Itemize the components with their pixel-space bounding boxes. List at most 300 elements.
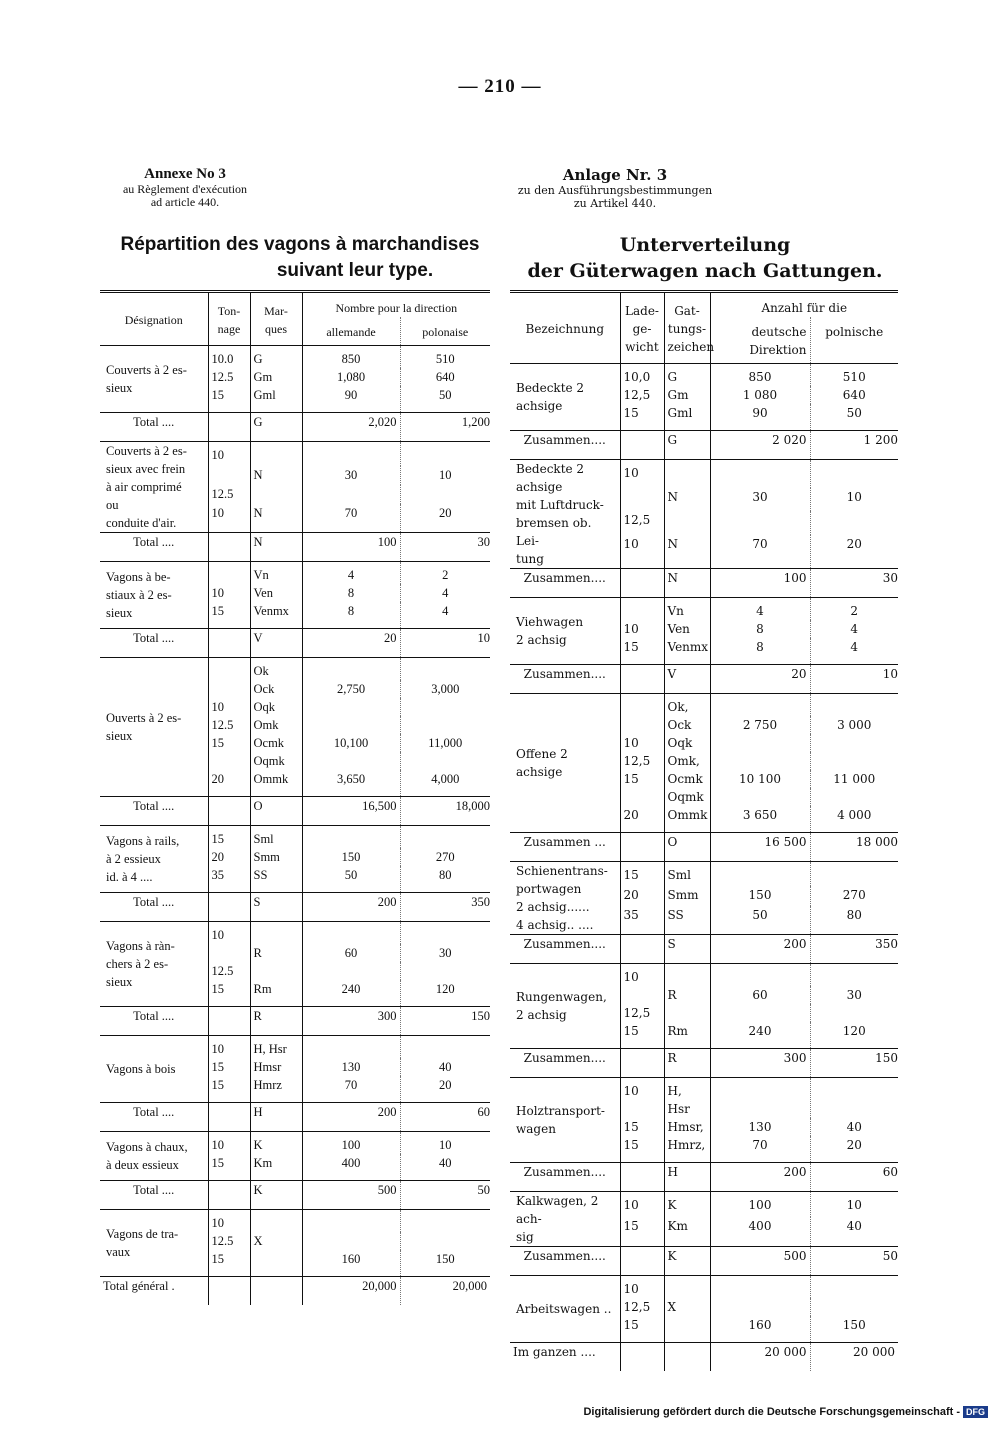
mark-cell: Ven (250, 584, 302, 602)
mark-cell: Vn (664, 598, 710, 621)
group-label (510, 1078, 620, 1163)
group-label-text: Bedeckte 2 achsige mit Luftdruck- bremsen ob. Lei- tung (516, 462, 604, 566)
total-polonaise: 1 200 (810, 431, 898, 460)
tonnage-cell: 15 (208, 1076, 250, 1103)
polonaise-cell (810, 1276, 898, 1299)
total-tonnage (208, 413, 250, 442)
polonaise-cell (400, 1232, 490, 1250)
polonaise-cell (810, 734, 898, 752)
mark-cell: SS (664, 906, 710, 935)
table-row (510, 460, 898, 489)
allemande-cell (710, 1276, 810, 1299)
total-polonaise: 1,200 (400, 413, 490, 442)
allemande-cell (710, 964, 810, 987)
group-label (100, 826, 208, 893)
total-allemande: 200 (710, 935, 810, 964)
total-mark: O (664, 833, 710, 862)
tonnage-cell (208, 562, 250, 585)
allemande-cell: 70 (302, 1076, 400, 1103)
polonaise-cell: 4 (810, 638, 898, 665)
allemande-cell: 850 (302, 346, 400, 369)
group-label-text: Viehwagen 2 achsig (516, 615, 584, 647)
total-polonaise: 60 (400, 1103, 490, 1132)
tonnage-cell (620, 986, 664, 1004)
allemande-cell: 50 (710, 906, 810, 935)
mark-cell: Gm (250, 368, 302, 386)
total-tonnage (208, 893, 250, 922)
allemande-cell (710, 511, 810, 534)
tonnage-cell: 15 (620, 1316, 664, 1343)
mark-cell (250, 922, 302, 945)
allemande-cell (302, 1232, 400, 1250)
mark-cell: Hmrz, (664, 1136, 710, 1163)
mark-cell: Sml (250, 826, 302, 849)
group-label (100, 346, 208, 413)
allemande-cell: 130 (302, 1058, 400, 1076)
allemande-cell (710, 1298, 810, 1316)
right-heading-line1: Unterverteilung (619, 234, 791, 256)
mark-cell: Gml (664, 404, 710, 431)
polonaise-cell: 270 (810, 886, 898, 906)
total-tonnage (208, 1007, 250, 1036)
polonaise-cell: 2 (810, 598, 898, 621)
table-row (100, 1036, 490, 1059)
polonaise-cell (810, 511, 898, 534)
polonaise-cell: 270 (400, 848, 490, 866)
tonnage-cell (620, 788, 664, 806)
tonnage-cell (208, 944, 250, 962)
allemande-cell: 8 (710, 638, 810, 665)
total-label: Zusammen.... (510, 1247, 620, 1276)
total-label: Zusammen.... (510, 569, 620, 598)
mark-cell: Ven (664, 620, 710, 638)
total-tonnage (620, 569, 664, 598)
grand-total-tonnage (208, 1277, 250, 1306)
table-row (100, 658, 490, 681)
total-row (510, 1049, 898, 1078)
group-label-text: Ouverts à 2 es- sieux (106, 711, 182, 743)
mark-cell: N (664, 488, 710, 511)
allemande-cell (710, 752, 810, 770)
mark-cell (664, 460, 710, 489)
tonnage-cell: 10 (620, 620, 664, 638)
mark-cell: Hmsr (250, 1058, 302, 1076)
right-annex-header (500, 166, 730, 210)
polonaise-cell (400, 716, 490, 734)
allemande-cell (302, 485, 400, 504)
mark-cell: Hmsr, (664, 1118, 710, 1136)
total-polonaise: 50 (400, 1181, 490, 1210)
grand-total-label: Im ganzen .... (510, 1343, 620, 1372)
allemande-cell: 240 (710, 1022, 810, 1049)
group-label-text: Arbeitswagen .. (516, 1302, 612, 1316)
polonaise-cell (810, 460, 898, 489)
allemande-cell (302, 1036, 400, 1059)
total-allemande: 300 (710, 1049, 810, 1078)
table-row (100, 826, 490, 849)
total-tonnage (620, 1247, 664, 1276)
total-polonaise: 30 (810, 569, 898, 598)
total-label: Total .... (100, 893, 208, 922)
tonnage-cell: 12,5 (620, 1004, 664, 1022)
polonaise-cell: 10 (810, 488, 898, 511)
header-polonaise: polonaise (400, 317, 490, 346)
polonaise-cell: 4 (400, 584, 490, 602)
group-label-text: Rungenwagen, 2 achsig (516, 990, 607, 1022)
mark-cell: Oqmk (250, 752, 302, 770)
polonaise-cell: 50 (400, 386, 490, 413)
tonnage-cell: 15 (208, 980, 250, 1007)
polonaise-cell (810, 788, 898, 806)
total-label: Zusammen ... (510, 833, 620, 862)
mark-cell: N (250, 466, 302, 485)
total-row (510, 665, 898, 694)
mark-cell: H, Hsr (664, 1078, 710, 1119)
polonaise-cell: 10 (400, 466, 490, 485)
polonaise-cell (400, 442, 490, 466)
allemande-cell (710, 460, 810, 489)
mark-cell: Vn (250, 562, 302, 585)
tonnage-cell: 10 (208, 442, 250, 466)
table-row (100, 1132, 490, 1155)
allemande-cell: 160 (710, 1316, 810, 1343)
polonaise-cell: 3 000 (810, 716, 898, 734)
total-tonnage (208, 533, 250, 562)
group-label (510, 364, 620, 431)
group-label (100, 1132, 208, 1181)
mark-cell (250, 485, 302, 504)
polonaise-cell: 510 (400, 346, 490, 369)
polonaise-cell: 20 (810, 535, 898, 569)
total-allemande: 200 (302, 1103, 400, 1132)
mark-cell: G (250, 346, 302, 369)
tonnage-cell: 10,0 (620, 364, 664, 387)
group-label (100, 442, 208, 533)
allemande-cell: 60 (302, 944, 400, 962)
total-row (100, 1181, 490, 1210)
polonaise-cell: 4 (810, 620, 898, 638)
right-annex-sub2: zu Artikel 440. (573, 197, 657, 210)
total-row (510, 833, 898, 862)
tonnage-cell: 10 (620, 1276, 664, 1299)
tonnage-cell: 12,5 (620, 752, 664, 770)
allemande-cell: 8 (302, 602, 400, 629)
polonaise-cell (400, 658, 490, 681)
total-mark: V (664, 665, 710, 694)
mark-cell: R (664, 986, 710, 1004)
total-mark: N (250, 533, 302, 562)
polonaise-cell: 2 (400, 562, 490, 585)
group-label-text: Schienentrans- portwagen 2 achsig...... 4 achsig.. .... (516, 864, 608, 932)
polonaise-cell: 20 (400, 504, 490, 532)
polonaise-cell: 640 (810, 386, 898, 404)
table-row (510, 1276, 898, 1299)
total-label: Zusammen.... (510, 431, 620, 460)
tonnage-cell: 15 (620, 1136, 664, 1163)
page-number: — 210 — (458, 76, 542, 97)
mark-cell: Oqmk (664, 788, 710, 806)
allemande-cell: 4 (710, 598, 810, 621)
mark-cell: SS (250, 866, 302, 893)
total-allemande: 200 (302, 893, 400, 922)
total-mark: G (250, 413, 302, 442)
polonaise-cell: 10 (400, 1132, 490, 1155)
mark-cell: G (664, 364, 710, 387)
tonnage-cell: 10 (620, 1078, 664, 1119)
tonnage-cell: 15 (208, 386, 250, 413)
allemande-cell (710, 1004, 810, 1022)
tonnage-cell: 10 (208, 584, 250, 602)
total-polonaise: 60 (810, 1163, 898, 1192)
polonaise-cell (810, 1298, 898, 1316)
allemande-cell (302, 962, 400, 980)
polonaise-cell (810, 862, 898, 887)
grand-total-polonaise: 20 000 (810, 1343, 898, 1372)
group-label-text: Vagons à be- stiaux à 2 es- sieux (106, 570, 172, 620)
total-mark: R (664, 1049, 710, 1078)
tonnage-cell (208, 680, 250, 698)
total-tonnage (208, 629, 250, 658)
total-label: Total .... (100, 1007, 208, 1036)
header-designation: Désignation (100, 292, 208, 346)
tonnage-cell: 20 (208, 770, 250, 797)
total-label: Total .... (100, 413, 208, 442)
right-heading-line2: der Güterwagen nach Gattungen. (527, 260, 883, 282)
mark-cell (664, 511, 710, 534)
tonnage-cell: 35 (620, 906, 664, 935)
mark-cell: Smm (250, 848, 302, 866)
allemande-cell: 150 (302, 848, 400, 866)
table-row (510, 364, 898, 387)
table-row (510, 694, 898, 717)
left-heading-line1: Répartition des vagons à marchandises (120, 234, 480, 255)
mark-cell: N (664, 535, 710, 569)
group-label-text: Vagons de tra- vaux (106, 1227, 179, 1259)
polonaise-cell: 40 (810, 1118, 898, 1136)
group-label (510, 1192, 620, 1247)
allemande-cell: 2 750 (710, 716, 810, 734)
polonaise-cell (400, 1210, 490, 1233)
tonnage-cell (620, 488, 664, 511)
allemande-cell: 400 (710, 1217, 810, 1247)
allemande-cell (302, 698, 400, 716)
tonnage-cell: 20 (208, 848, 250, 866)
tonnage-cell: 10 (620, 535, 664, 569)
polonaise-cell: 4 (400, 602, 490, 629)
group-label-text: Kalkwagen, 2 ach- sig (516, 1194, 599, 1244)
total-allemande: 20 (710, 665, 810, 694)
allemande-cell: 70 (302, 504, 400, 532)
total-label: Total .... (100, 1181, 208, 1210)
mark-cell: Omk, (664, 752, 710, 770)
allemande-cell: 850 (710, 364, 810, 387)
tonnage-cell: 10 (620, 734, 664, 752)
total-label: Total .... (100, 533, 208, 562)
polonaise-cell: 640 (400, 368, 490, 386)
mark-cell: Ommk (250, 770, 302, 797)
total-mark: G (664, 431, 710, 460)
total-label: Zusammen.... (510, 1049, 620, 1078)
polonaise-cell (400, 1036, 490, 1059)
table-row (100, 346, 490, 369)
grand-total-label: Total général . (100, 1277, 208, 1306)
polonaise-cell (810, 752, 898, 770)
allemande-cell (710, 694, 810, 717)
header-designation: Bezeichnung (510, 292, 620, 364)
polonaise-cell: 30 (400, 944, 490, 962)
header-polonaise: polnische (810, 317, 898, 364)
total-polonaise: 30 (400, 533, 490, 562)
polonaise-cell: 510 (810, 364, 898, 387)
allemande-cell: 130 (710, 1118, 810, 1136)
group-label-text: Offene 2 achsige (516, 747, 568, 779)
tonnage-cell: 15 (208, 1058, 250, 1076)
group-label (510, 1276, 620, 1343)
allemande-cell: 3 650 (710, 806, 810, 833)
polonaise-cell: 3,000 (400, 680, 490, 698)
mark-cell: Ok, (664, 694, 710, 717)
allemande-cell: 100 (710, 1192, 810, 1217)
tonnage-cell: 12,5 (620, 386, 664, 404)
tonnage-cell: 12,5 (620, 1298, 664, 1316)
total-row (510, 1247, 898, 1276)
total-mark: S (250, 893, 302, 922)
mark-cell: Gml (250, 386, 302, 413)
group-label (100, 922, 208, 1007)
header-allemande: allemande (302, 317, 400, 346)
mark-cell (250, 442, 302, 466)
mark-cell: R (250, 944, 302, 962)
tonnage-cell: 15 (620, 862, 664, 887)
group-label-text: Bedeckte 2 achsige (516, 381, 585, 413)
mark-cell: Ocmk (250, 734, 302, 752)
mark-cell: H, Hsr (250, 1036, 302, 1059)
total-mark: K (250, 1181, 302, 1210)
group-label (510, 598, 620, 665)
allemande-cell: 2,750 (302, 680, 400, 698)
grand-total-row (100, 1277, 490, 1306)
grand-total-mark (250, 1277, 302, 1306)
grand-total-allemande: 20 000 (710, 1343, 810, 1372)
left-annex-sub1: au Règlement d'exécution (122, 182, 248, 196)
mark-cell: Venmx (664, 638, 710, 665)
table-row (510, 862, 898, 887)
header-nombre: Nombre pour la direction (302, 292, 490, 318)
allemande-cell: 70 (710, 535, 810, 569)
tonnage-cell: 15 (620, 1217, 664, 1247)
allemande-cell: 30 (710, 488, 810, 511)
polonaise-cell (400, 962, 490, 980)
mark-cell: Omk (250, 716, 302, 734)
polonaise-cell: 11,000 (400, 734, 490, 752)
table-row (510, 964, 898, 987)
total-polonaise: 150 (810, 1049, 898, 1078)
polonaise-cell (400, 752, 490, 770)
tonnage-cell: 15 (620, 404, 664, 431)
total-mark: S (664, 935, 710, 964)
total-label: Zusammen.... (510, 935, 620, 964)
group-label-text: Couverts à 2 es- sieux avec frein à air comprimé ou conduite d'air. (106, 444, 187, 530)
allemande-cell (302, 826, 400, 849)
total-tonnage (208, 1181, 250, 1210)
group-label (100, 658, 208, 797)
polonaise-cell (400, 485, 490, 504)
polonaise-cell: 10 (810, 1192, 898, 1217)
header-marques: Mar- ques (250, 292, 302, 346)
tonnage-cell: 20 (620, 886, 664, 906)
allemande-cell: 90 (710, 404, 810, 431)
allemande-cell (302, 658, 400, 681)
right-annex-sub1: zu den Ausführungsbestimmungen (517, 184, 713, 197)
mark-cell: Hmrz (250, 1076, 302, 1103)
footer-text: Digitalisierung gefördert durch die Deutsche Forschungsgemeinschaft - (583, 1406, 960, 1418)
table-row (510, 1078, 898, 1119)
allemande-cell: 90 (302, 386, 400, 413)
mark-cell: Ocmk (664, 770, 710, 788)
group-label-text: Vagons à bois (106, 1062, 176, 1076)
total-tonnage (208, 797, 250, 826)
total-polonaise: 350 (810, 935, 898, 964)
allemande-cell: 160 (302, 1250, 400, 1277)
polonaise-cell: 50 (810, 404, 898, 431)
total-tonnage (620, 833, 664, 862)
total-tonnage (620, 935, 664, 964)
mark-cell: Ock (664, 716, 710, 734)
tonnage-cell: 35 (208, 866, 250, 893)
tonnage-cell: 12,5 (620, 511, 664, 534)
mark-cell (664, 964, 710, 987)
total-polonaise: 18,000 (400, 797, 490, 826)
allemande-cell (710, 788, 810, 806)
allemande-cell: 70 (710, 1136, 810, 1163)
tonnage-cell: 10 (208, 922, 250, 945)
mark-cell (664, 1316, 710, 1343)
allemande-cell: 30 (302, 466, 400, 485)
right-heading (520, 232, 890, 284)
polonaise-cell: 4,000 (400, 770, 490, 797)
table-row (100, 442, 490, 466)
total-allemande: 16,500 (302, 797, 400, 826)
group-label (100, 1036, 208, 1103)
total-polonaise: 18 000 (810, 833, 898, 862)
allemande-cell (302, 922, 400, 945)
tonnage-cell (620, 694, 664, 717)
mark-cell: Rm (250, 980, 302, 1007)
mark-cell: Oqk (250, 698, 302, 716)
mark-cell (664, 1004, 710, 1022)
total-tonnage (620, 665, 664, 694)
total-label: Total .... (100, 797, 208, 826)
allemande-cell: 1,080 (302, 368, 400, 386)
allemande-cell: 1 080 (710, 386, 810, 404)
total-row (510, 1163, 898, 1192)
group-label-text: Couverts à 2 es- sieux (106, 363, 187, 395)
total-row (100, 533, 490, 562)
total-allemande: 2,020 (302, 413, 400, 442)
allemande-cell: 240 (302, 980, 400, 1007)
polonaise-cell (810, 1004, 898, 1022)
allemande-cell (302, 752, 400, 770)
total-row (510, 431, 898, 460)
tonnage-cell: 15 (208, 734, 250, 752)
total-row (510, 935, 898, 964)
mark-cell: Gm (664, 386, 710, 404)
mark-cell: X (664, 1298, 710, 1316)
tonnage-cell: 15 (208, 602, 250, 629)
allemande-cell (710, 1078, 810, 1119)
grand-total-mark (664, 1343, 710, 1372)
total-polonaise: 10 (810, 665, 898, 694)
